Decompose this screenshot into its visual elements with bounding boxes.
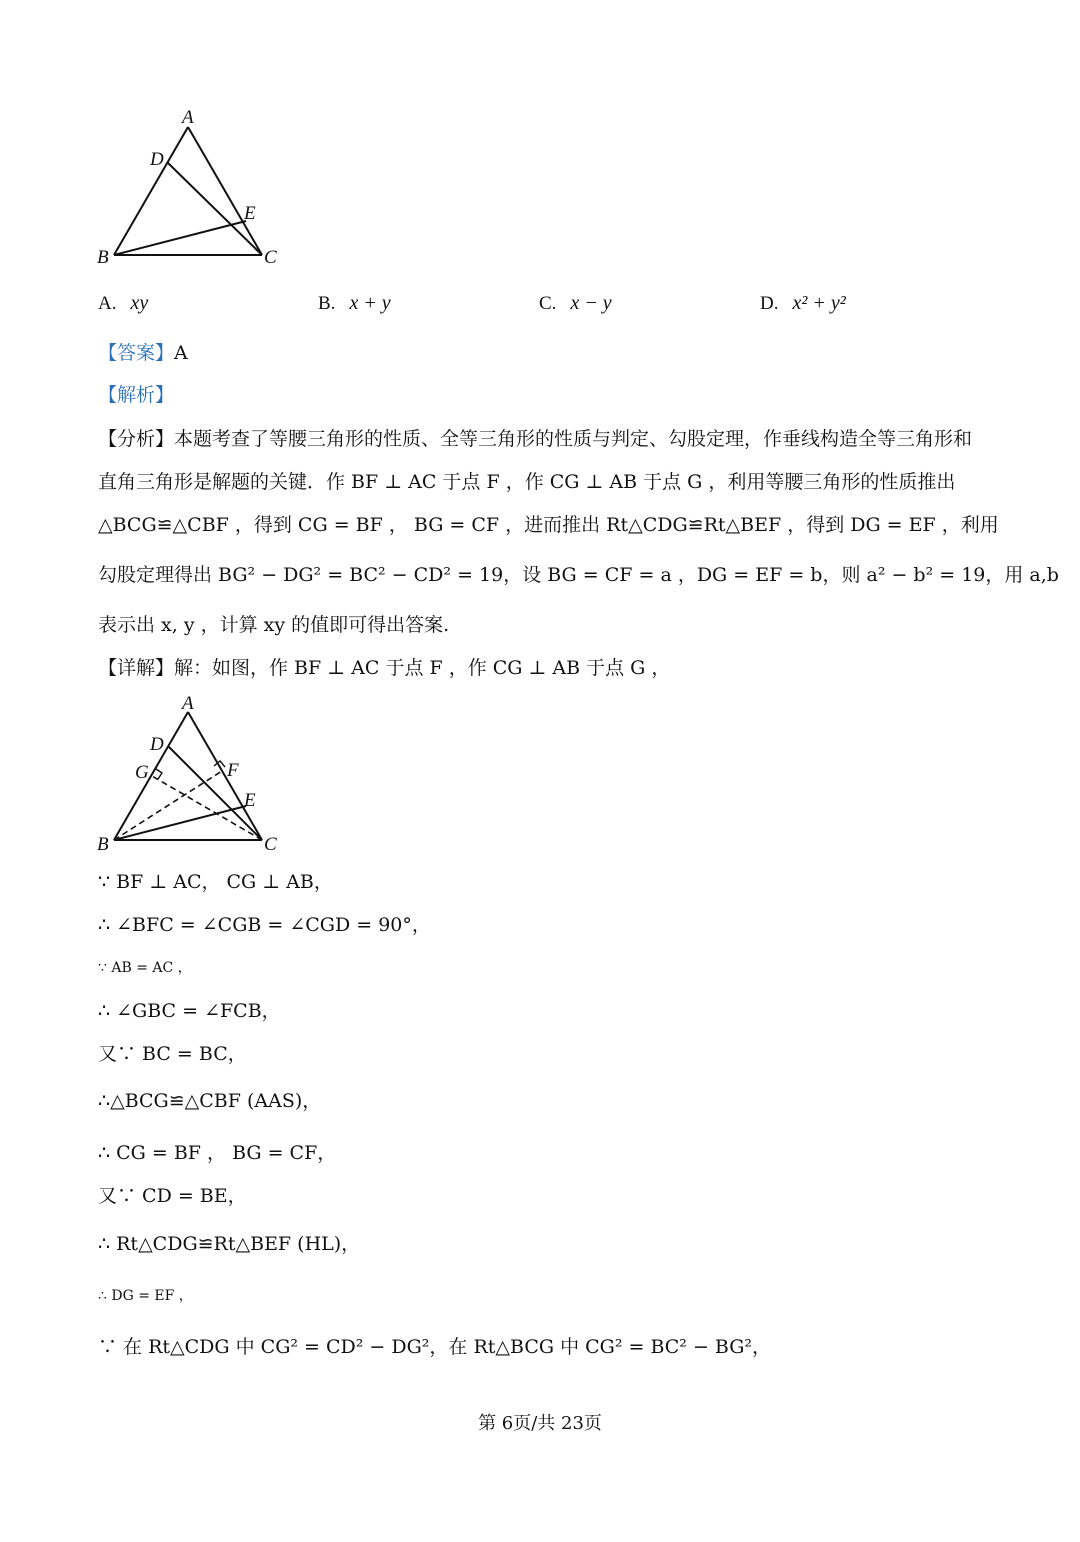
fenxi-line-3: △BCG≌△CBF ，得到 CG = BF ， BG = CF ，进而推出 Rt△CDG≌Rt△BEF ，得到 DG = EF ，利用: [98, 514, 999, 536]
option-a: A. xy: [98, 292, 149, 314]
step-8: 又∵ CD = BE，: [98, 1185, 247, 1207]
step-11: ∵ 在 Rt△CDG 中 CG² = CD² − DG²，在 Rt△BCG 中 CG² = BC² − BG²，: [98, 1336, 772, 1358]
option-b: B. x + y: [318, 292, 391, 314]
label-c2: C: [264, 834, 277, 855]
fenxi-line-1: 【分析】本题考查了等腰三角形的性质、全等三角形的性质与判定、勾股定理，作垂线构造全等三角形和: [98, 428, 973, 450]
dashed-bf: [114, 771, 222, 840]
side-ab: [114, 127, 188, 255]
label-f2: F: [227, 760, 239, 781]
step-3: ∵ AB = AC ，: [98, 960, 192, 976]
label-e2: E: [244, 790, 256, 811]
step-4: ∴ ∠GBC = ∠FCB，: [98, 1000, 281, 1022]
triangle-figure-1: [90, 105, 290, 275]
detail-intro: 【详解】解：如图，作 BF ⊥ AC 于点 F ，作 CG ⊥ AB 于点 G ，: [98, 657, 671, 679]
step-7: ∴ CG = BF ， BG = CF，: [98, 1142, 337, 1164]
label-d: D: [150, 149, 164, 170]
label-a2: A: [182, 693, 194, 714]
analysis-tag: 【解析】: [98, 384, 175, 406]
label-b: B: [97, 247, 109, 268]
step-10: ∴ DG = EF ，: [98, 1288, 193, 1304]
option-d: D. x² + y²: [760, 292, 846, 314]
step-2: ∴ ∠BFC = ∠CGB = ∠CGD = 90°，: [98, 914, 431, 936]
label-b2: B: [97, 834, 109, 855]
label-c: C: [264, 247, 277, 268]
option-c: C. x − y: [539, 292, 612, 314]
step-9: ∴ Rt△CDG≌Rt△BEF (HL)，: [98, 1233, 361, 1255]
label-g2: G: [135, 762, 149, 783]
label-e: E: [244, 203, 256, 224]
fenxi-line-2: 直角三角形是解题的关键．作 BF ⊥ AC 于点 F ，作 CG ⊥ AB 于点 G ，利用等腰三角形的性质推出: [98, 471, 956, 493]
right-angle-mark-g: [156, 769, 162, 779]
fenxi-line-4: 勾股定理得出 BG² − DG² = BC² − CD² = 19，设 BG = CF = a ，DG = EF = b，则 a² − b² = 19，用 a,b: [98, 564, 1059, 586]
page-footer: 第 6页/共 23页: [478, 1413, 602, 1434]
label-d2: D: [150, 734, 164, 755]
triangle-figure-2: [90, 690, 290, 855]
step-6: ∴△BCG≌△CBF (AAS)，: [98, 1090, 322, 1112]
step-1: ∵ BF ⊥ AC， CG ⊥ AB，: [98, 871, 333, 893]
label-a: A: [182, 107, 194, 128]
step-5: 又∵ BC = BC，: [98, 1043, 247, 1065]
side-ac: [188, 127, 262, 255]
answer-line: 【答案】A: [98, 342, 188, 364]
segment-be: [114, 221, 246, 255]
fenxi-line-5: 表示出 x, y ，计算 xy 的值即可得出答案.: [98, 614, 450, 636]
